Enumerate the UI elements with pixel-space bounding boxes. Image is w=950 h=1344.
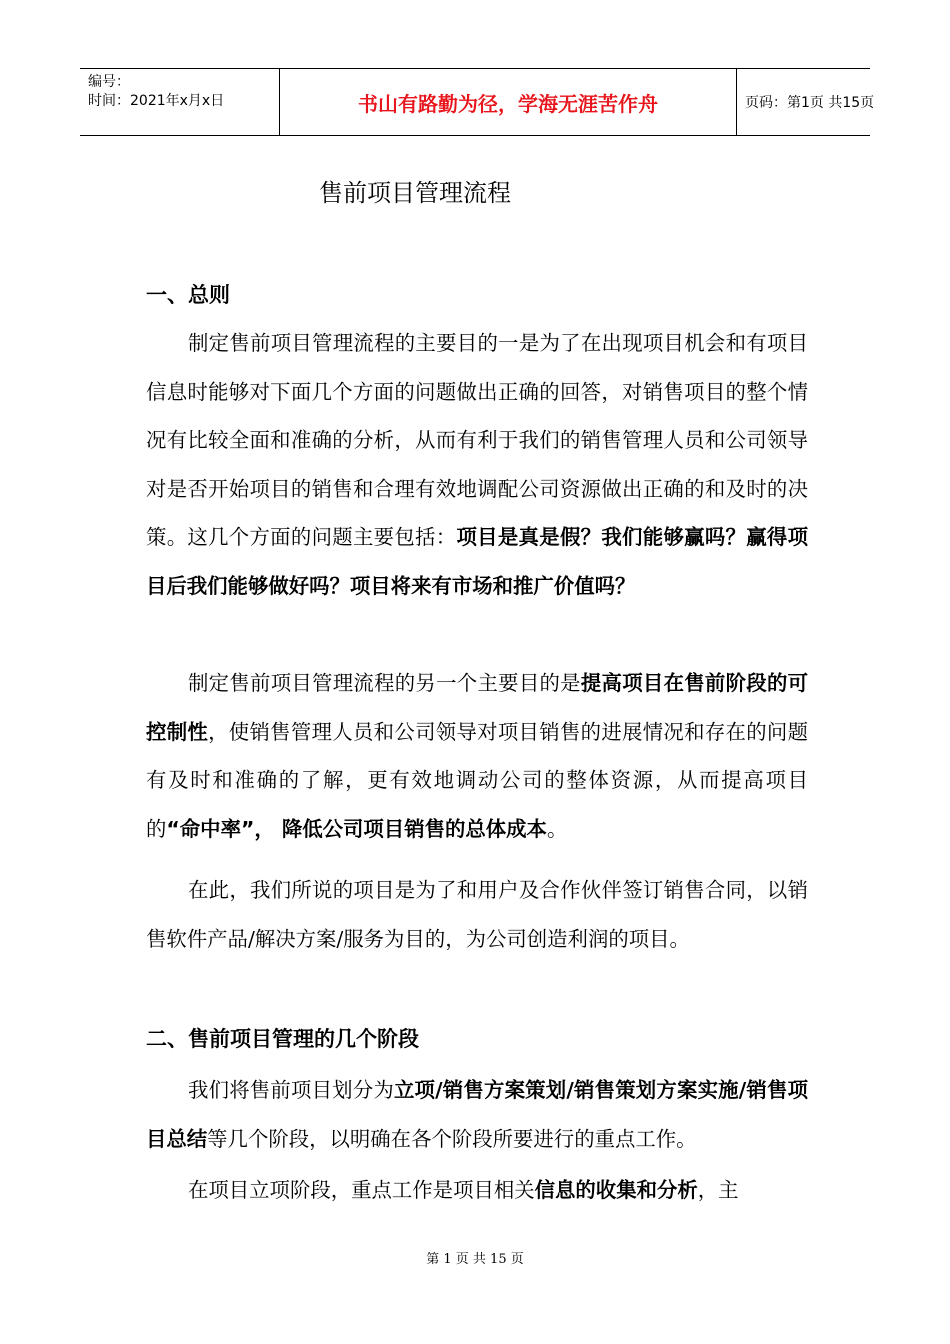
date-label: 时间：2021年x月x日 [88,93,225,109]
paragraph-stages [146,1066,808,1163]
text-run: 等几个阶段，以明确在各个阶段所要进行的重点工作。 [207,1126,697,1151]
document-title: 售前项目管理流程 [319,179,511,207]
paragraph-purpose-one [146,319,808,611]
text-run: 我们将售前项目划分为 [188,1078,394,1102]
header-meta [80,69,280,135]
paragraph-definition: 在此，我们所说的项目是为了和用户及合作伙伴签订销售合同，以销售软件产品/解决方案/服务为目的，为公司创造利润的项目。 [146,878,808,951]
bold-text-run: 信息的收集和分析 [534,1178,698,1202]
text-run: 。 [546,816,568,841]
section-heading-stages: 二、售前项目管理的几个阶段 [146,1027,419,1051]
header-table [80,68,875,136]
bold-text-run: “命中率”， 降低公司项目销售的总体成本 [166,816,547,841]
bold-text-run: 立项/销售方案策划/销售策划方案实施/销售项目总结 [146,1078,809,1151]
bold-text-run: 项目是真是假？我们能够赢吗？赢得项目后我们能够做好吗？项目将来有市场和推广价值吗？ [146,525,809,598]
section-heading-general: 一、总则 [146,283,230,307]
text-run: 在项目立项阶段，重点工作是项目相关 [188,1178,535,1202]
number-label: 编号： [88,74,130,90]
text-run: 制定售前项目管理流程的另一个主要目的是 [188,671,581,695]
paragraph-purpose-two [146,659,808,853]
paragraph-initiation [146,1166,808,1215]
bold-text-run: 提高项目在售前阶段的可控制性 [146,671,809,744]
text-run: ，主 [697,1178,739,1202]
page-footer: 第 1 页 共 15 页 [426,1252,524,1267]
header-page-info: 页码：第1页 共15页 [745,95,875,111]
text-run: 制定售前项目管理流程的主要目的一是为了在出现项目机会和有项目信息时能够对下面几个方面的问题做出正确的回答，对销售项目的整个情况有比较全面和准确的分析，从而有利于我们的销售管理人员和公司领导对是否开始项目的销售和合理有效地调配公司资源做出正确的和及时的决策。这几个方面的问题主要包括： [146,331,808,550]
text-run: ，使销售管理人员和公司领导对项目销售的进展情况和存在的问题有及时和准确的了解，更有效地调动公司的整体资源，从而提高项目的 [146,719,808,841]
header-motto: 书山有路勤为径，学海无涯苦作舟 [280,69,737,135]
